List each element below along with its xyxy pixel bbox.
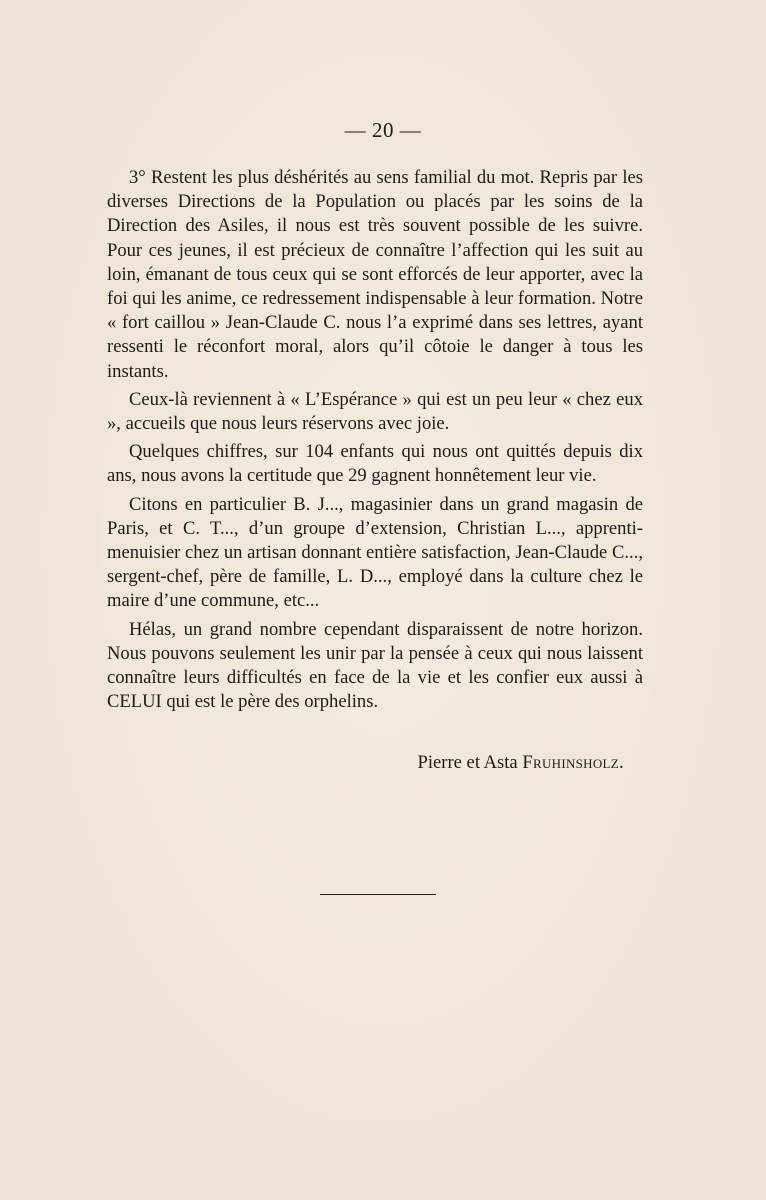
signature-names: Pierre et Asta (417, 752, 518, 773)
paragraph-4: Citons en particulier B. J..., magasinier dans un grand magasin de Paris, et C. T..., d’un groupe d’extension, Christian L..., apprenti-menuisier chez un artisan donnant entière satisfaction, Jean-Claude C..., sergent-chef, père de famille, L. D..., employé dans la culture chez le maire d’une commune, etc... (107, 493, 643, 612)
signature-surname: Fruhinsholz. (522, 752, 624, 773)
signature (418, 752, 624, 774)
paragraph-1: 3° Restent les plus déshérités au sens familial du mot. Repris par les diverses Directions de la Population ou placés par les soins de la Direction des Asiles, il nous est très souvent possible de les suivre. Pour ces jeunes, il est précieux de connaître l’affection qui les suit au loin, émanant de tous ceux qui se sont efforcés de leur apporter, avec la foi qui les anime, ce redressement indispensable à leur formation. Notre « fort caillou » Jean-Claude C. nous l’a exprimé dans ses lettres, ayant ressenti le réconfort moral, alors qu’il côtoie le danger à tous les instants. (107, 167, 643, 382)
paragraph-2: Ceux-là reviennent à « L’Espérance » qui est un peu leur « chez eux », accueils que nous leurs réservons avec joie. (107, 388, 643, 435)
page-number: — 20 — (344, 118, 422, 142)
paragraph-5: Hélas, un grand nombre cependant disparaissent de notre horizon. Nous pouvons seulement les unir par la pensée à ceux qui nous laissent connaître leurs difficultés en face de la vie et les confier eux aussi à CELUI qui est le père des orphelins. (107, 618, 643, 713)
section-divider (320, 894, 436, 895)
body-text (107, 166, 643, 718)
paragraph-3: Quelques chiffres, sur 104 enfants qui nous ont quittés depuis dix ans, nous avons la certitude que 29 gagnent honnêtement leur vie. (107, 441, 643, 487)
